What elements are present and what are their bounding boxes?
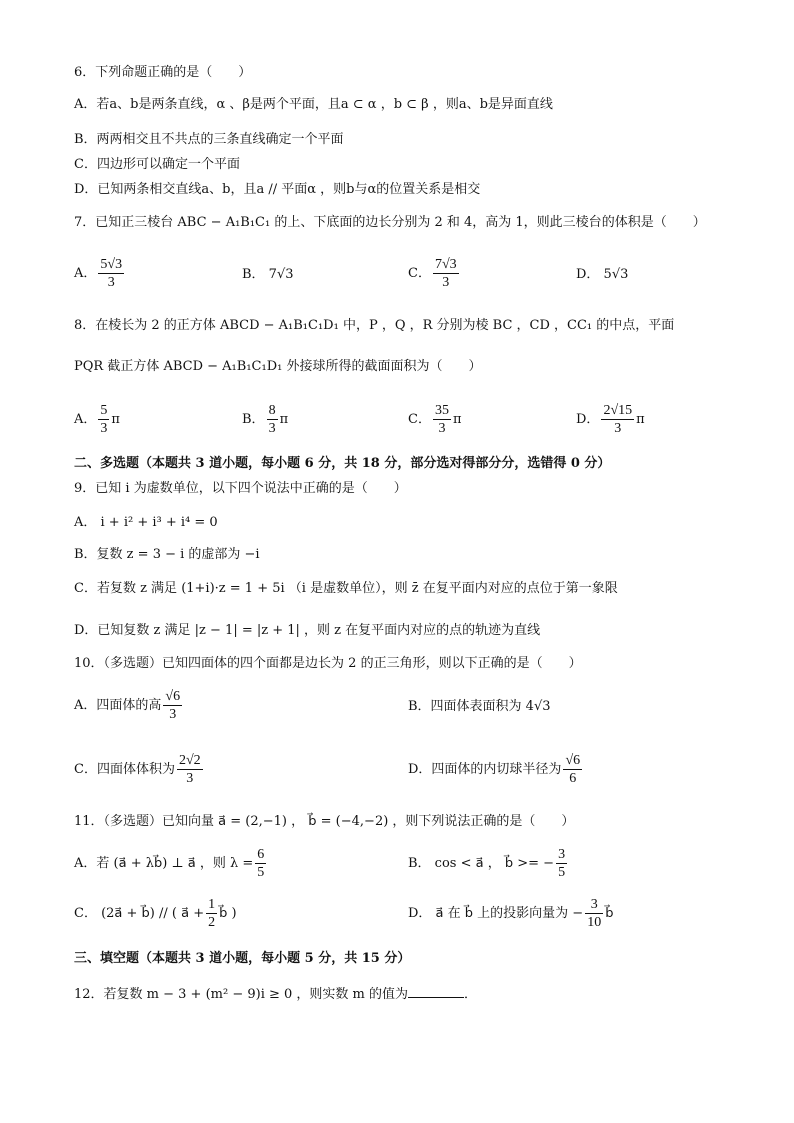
section-2-heading: 二、多选题（本题共 3 道小题，每小题 6 分，共 18 分，部分选对得部分分，选错得 0 分）	[74, 456, 611, 471]
q8-option-d: D． $\frac{2√15}{3}$ π	[576, 403, 645, 436]
q8-option-a: A． $\frac{5}{3}$ π	[74, 403, 120, 436]
q11-stem: 11．（多选题）已知向量 a⃗ = (2,−1) ， b⃗ = (−4,−2) ，则下列说法正确的是（ ）	[74, 814, 575, 829]
q6-option-a: A．若a、b是两条直线，α 、β是两个平面，且a ⊂ α ，b ⊂ β ，则a、b是异面直线	[74, 97, 553, 112]
q6-option-c: C．四边形可以确定一个平面	[74, 157, 240, 172]
q7-stem: 7．已知正三棱台 ABC − A₁B₁C₁ 的上、下底面的边长分别为 2 和 4，高为 1，则此三棱台的体积是（ ）	[74, 215, 706, 230]
q10-option-b: B．四面体表面积为 4√3	[408, 699, 551, 714]
q11-option-d: D． a⃗ 在 b⃗ 上的投影向量为 − $\frac{3}{10}$ b⃗	[408, 897, 614, 930]
q10-option-d: D．四面体的内切球半径为 $\frac{√6}{6}$	[408, 753, 581, 786]
q8-option-c: C． $\frac{35}{3}$ π	[408, 403, 462, 436]
q12-stem: 12．若复数 m − 3 + (m² − 9)i ≥ 0 ，则实数 m 的值为 ．	[74, 984, 477, 1004]
q10-stem: 10．（多选题）已知四面体的四个面都是边长为 2 的正三角形，则以下正确的是（ ）	[74, 656, 582, 671]
q9-option-a: A． i + i² + i³ + i⁴ = 0	[74, 515, 218, 530]
q7-option-c: C． $\frac{7√3}{3}$	[408, 257, 457, 290]
section-3-heading: 三、填空题（本题共 3 道小题，每小题 5 分，共 15 分）	[74, 951, 411, 966]
q10-option-a: A．四面体的高 $\frac{√6}{3}$	[74, 689, 181, 722]
q9-option-d: D．已知复数 z 满足 |z − 1| = |z + 1| ，则 z 在复平面内对应的点的轨迹为直线	[74, 623, 541, 638]
q9-option-c: C．若复数 z 满足 (1+i)·z = 1 + 5i （i 是虚数单位），则 z̄ 在复平面内对应的点位于第一象限	[74, 581, 618, 596]
q7-option-a: A． $\frac{5√3}{3}$	[74, 257, 123, 290]
q9-stem: 9．已知 i 为虚数单位，以下四个说法中正确的是（ ）	[74, 481, 407, 496]
q6-stem: 6．下列命题正确的是（ ）	[74, 65, 252, 80]
q8-stem-line2: PQR 截正方体 ABCD − A₁B₁C₁D₁ 外接球所得的截面面积为（ ）	[74, 359, 482, 374]
q11-option-c: C． (2a⃗ + b⃗) // ( a⃗ + $\frac{1}{2}$ b⃗ )	[74, 897, 237, 930]
q11-option-b: B． cos < a⃗ ， b⃗ >= − $\frac{3}{5}$	[408, 847, 566, 880]
q11-option-a: A．若 (a⃗ + λb⃗) ⊥ a⃗ ，则 λ = $\frac{6}{5}$	[74, 847, 265, 880]
q9-option-b: B．复数 z = 3 − i 的虚部为 −i	[74, 547, 260, 562]
q8-option-b: B． $\frac{8}{3}$ π	[242, 403, 289, 436]
q12-answer-blank[interactable]	[408, 984, 464, 998]
q7-option-b: B． 7√3	[242, 267, 294, 282]
q6-option-d: D．已知两条相交直线a、b，且a // 平面α ，则b与α的位置关系是相交	[74, 182, 481, 197]
q10-option-c: C．四面体体积为 $\frac{2√2}{3}$	[74, 753, 201, 786]
q7-option-d: D． 5√3	[576, 267, 629, 282]
q8-stem-line1: 8．在棱长为 2 的正方体 ABCD − A₁B₁C₁D₁ 中，P ，Q ，R 分别为棱 BC ，CD ，CC₁ 的中点，平面	[74, 318, 675, 333]
q6-option-b: B．两两相交且不共点的三条直线确定一个平面	[74, 132, 344, 147]
